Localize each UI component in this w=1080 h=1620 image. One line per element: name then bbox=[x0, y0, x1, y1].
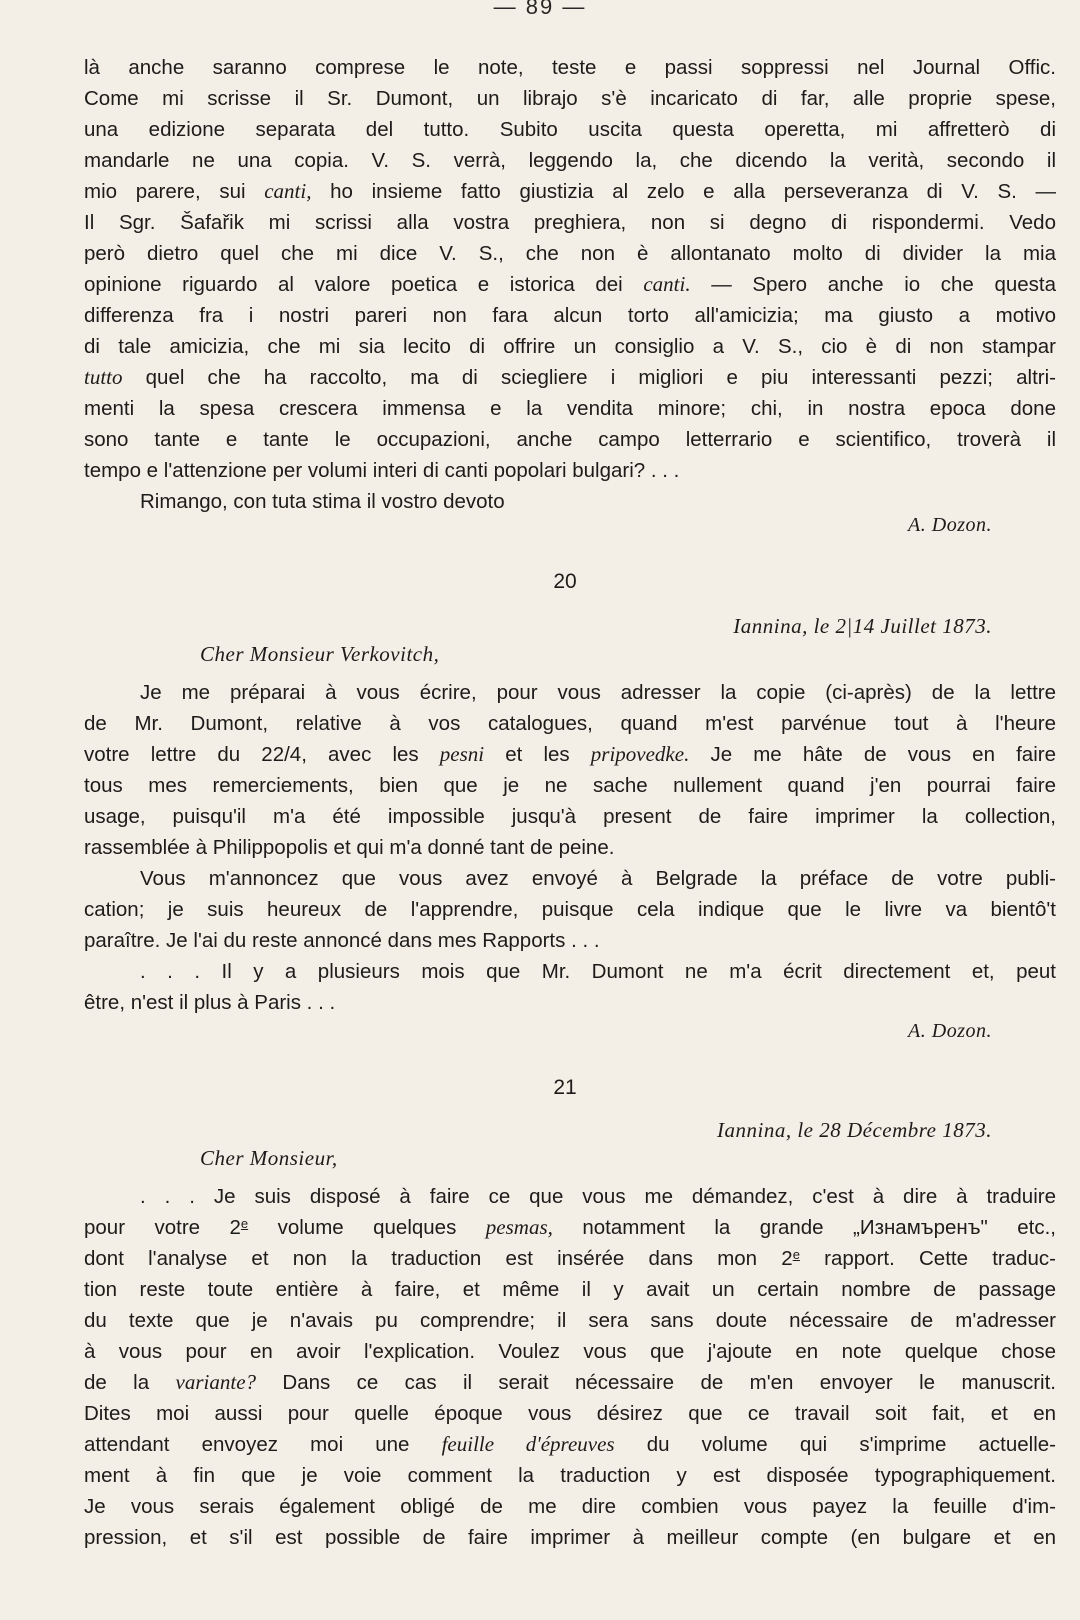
text-fragment: votre lettre du 22/4, avec les bbox=[84, 743, 419, 766]
italic-word: variante? bbox=[175, 1370, 257, 1394]
text-line: être, n'est il plus à Paris . . . bbox=[84, 991, 336, 1014]
italic-word: pesmas, bbox=[485, 1215, 553, 1239]
text-fragment: ho insieme fatto giustizia al zelo e alla perseveranza di V. S. — bbox=[330, 180, 1056, 203]
text-line: Come mi scrisse il Sr. Dumont, un librajo s'è incaricato di far, alle proprie spese, bbox=[84, 87, 1056, 110]
italic-word: pripovedke. bbox=[590, 742, 690, 766]
text-fragment: pour votre 2 bbox=[84, 1216, 241, 1239]
text-fragment: volume quelques bbox=[277, 1216, 457, 1239]
signature-dozon: A. Dozon. bbox=[908, 514, 992, 536]
italic-word: tutto bbox=[84, 365, 123, 389]
text-line: Dites moi aussi pour quelle époque vous désirez que ce travail soit fait, et en bbox=[84, 1402, 1056, 1425]
text-line: differenza fra i nostri pareri non fara alcun torto all'amicizia; ma giusto a motivo bbox=[84, 304, 1056, 327]
text-fragment: Dans ce cas il serait nécessaire de m'en envoyer le manuscrit. bbox=[282, 1371, 1056, 1394]
text-line: sono tante e tante le occupazioni, anche campo letterrario e scientifico, troverà il bbox=[84, 428, 1056, 451]
text-line bbox=[84, 1367, 1056, 1398]
text-fragment: du volume qui s'imprime actuelle- bbox=[646, 1433, 1056, 1456]
text-line bbox=[84, 739, 1056, 770]
text-line: du texte que je n'avais pu comprendre; il sera sans doute nécessaire de m'adresser bbox=[84, 1309, 1056, 1332]
letter-number: 21 bbox=[553, 1076, 577, 1099]
text-fragment: Je me hâte de vous en faire bbox=[710, 743, 1056, 766]
text-line: là anche saranno comprese le note, teste e passi soppressi nel Journal Offic. bbox=[84, 56, 1056, 79]
text-line: tion reste toute entière à faire, et même il y avait un certain nombre de passage bbox=[84, 1278, 1056, 1301]
italic-word: canti, bbox=[264, 179, 312, 203]
text-fragment: opinione riguardo al valore poetica e istorica dei bbox=[84, 273, 623, 296]
place-date: Iannina, le 28 Décembre 1873. bbox=[717, 1118, 992, 1142]
superscript: e bbox=[792, 1247, 800, 1262]
italic-word: canti. bbox=[643, 272, 691, 296]
text-line bbox=[84, 362, 1056, 393]
signature-dozon: A. Dozon. bbox=[908, 1020, 992, 1042]
text-line bbox=[84, 1212, 1056, 1243]
text-fragment: quel che ha raccolto, ma di sciegliere i migliori e piu interessanti pezzi; altri- bbox=[145, 366, 1056, 389]
letter-21-body bbox=[84, 1181, 1056, 1553]
salutation: Cher Monsieur Verkovitch, bbox=[200, 642, 440, 666]
text-fragment: — Spero anche io che questa bbox=[711, 273, 1057, 296]
text-fragment: mio parere, sui bbox=[84, 180, 246, 203]
text-line: una edizione separata del tutto. Subito uscita questa operetta, mi affretterò di bbox=[84, 118, 1056, 141]
text-line: cation; je suis heureux de l'apprendre, puisque cela indique que le livre va bientô't bbox=[84, 898, 1056, 921]
text-line bbox=[84, 1429, 1056, 1460]
text-line: tous mes remerciements, bien que je ne sache nullement quand j'en pourrai faire bbox=[84, 774, 1056, 797]
text-line: però dietro quel che mi dice V. S., che non è allontanato molto di divider la mia bbox=[84, 242, 1056, 265]
text-fragment: et les bbox=[505, 743, 570, 766]
text-line: . . . Il y a plusieurs mois que Mr. Dumont ne m'a écrit directement et, peut bbox=[140, 960, 1056, 983]
text-fragment: notamment la grande „Изнамъренъ" etc., bbox=[582, 1216, 1056, 1239]
text-line: mandarle ne una copia. V. S. verrà, leggendo la, che dicendo la verità, secondo il bbox=[84, 149, 1056, 172]
text-line: paraître. Je l'ai du reste annoncé dans mes Rapports . . . bbox=[84, 929, 600, 952]
text-line: Je vous serais également obligé de me dire combien vous payez la feuille d'im- bbox=[84, 1495, 1056, 1518]
text-fragment: dont l'analyse et non la traduction est insérée dans mon 2 bbox=[84, 1247, 793, 1270]
text-fragment: de la bbox=[84, 1371, 150, 1394]
text-line: pression, et s'il est possible de faire imprimer à meilleur compte (en bulgare et en bbox=[84, 1526, 1056, 1549]
salutation: Cher Monsieur, bbox=[200, 1146, 338, 1170]
text-line: menti la spesa crescera immensa e la vendita minore; chi, in nostra epoca done bbox=[84, 397, 1056, 420]
letter-19-body bbox=[84, 52, 1056, 517]
text-line: Vous m'annoncez que vous avez envoyé à Belgrade la préface de votre publi- bbox=[140, 867, 1056, 890]
text-line: Il Sgr. Šafařik mi scrissi alla vostra preghiera, non si degno di rispondermi. Vedo bbox=[84, 211, 1056, 234]
text-line: rassemblée à Philippopolis et qui m'a donné tant de peine. bbox=[84, 836, 615, 859]
text-line: di tale amicizia, che mi sia lecito di offrire un consiglio a V. S., cio è di non stampar bbox=[84, 335, 1056, 358]
text-line: ment à fin que je voie comment la traduction y est disposée typographiquement. bbox=[84, 1464, 1056, 1487]
page-number: — 89 — bbox=[493, 0, 587, 19]
text-line: usage, puisqu'il m'a été impossible jusqu'à present de faire imprimer la collection, bbox=[84, 805, 1056, 828]
place-date: Iannina, le 2|14 Juillet 1873. bbox=[733, 614, 992, 638]
text-line: de Mr. Dumont, relative à vos catalogues, quand m'est parvénue tout à l'heure bbox=[84, 712, 1056, 735]
text-line bbox=[84, 269, 1056, 300]
text-fragment: rapport. Cette traduc- bbox=[824, 1247, 1056, 1270]
text-fragment: attendant envoyez moi une bbox=[84, 1433, 410, 1456]
italic-word: pesni bbox=[439, 742, 485, 766]
text-line: . . . Je suis disposé à faire ce que vous me démandez, c'est à dire à traduire bbox=[140, 1185, 1056, 1208]
text-line bbox=[84, 1243, 1056, 1274]
superscript: e bbox=[240, 1216, 249, 1231]
italic-word: feuille d'épreuves bbox=[441, 1432, 615, 1456]
letter-20-body bbox=[84, 677, 1056, 1018]
letter-number: 20 bbox=[553, 570, 577, 593]
text-line: Rimango, con tuta stima il vostro devoto bbox=[140, 490, 505, 513]
text-line: Je me préparai à vous écrire, pour vous adresser la copie (ci-après) de la lettre bbox=[140, 681, 1056, 704]
text-line: à vous pour en avoir l'explication. Voulez vous que j'ajoute en note quelque chose bbox=[84, 1340, 1056, 1363]
text-line: tempo e l'attenzione per volumi interi di canti popolari bulgari? . . . bbox=[84, 459, 680, 482]
text-line bbox=[84, 176, 1056, 207]
